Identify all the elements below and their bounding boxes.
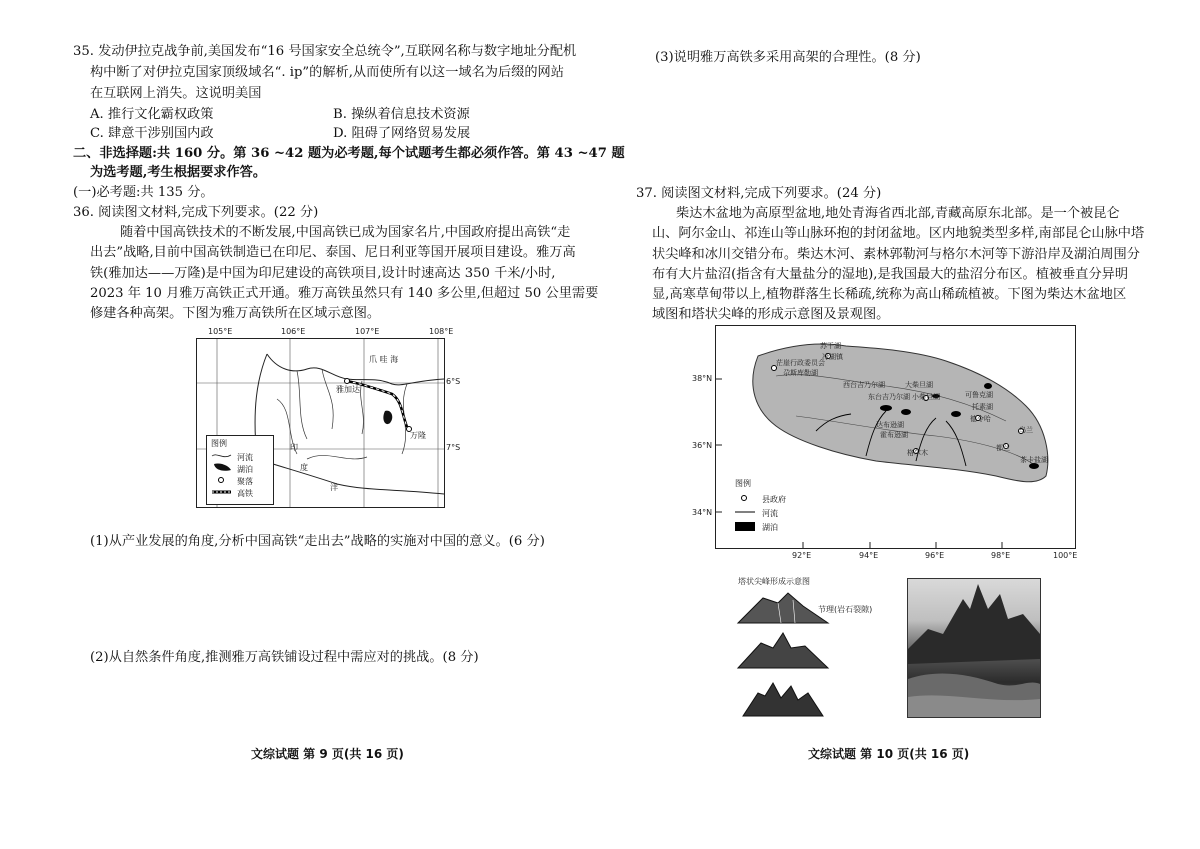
- place-label: 小柴旦湖: [912, 393, 940, 401]
- legend-lake: 湖泊: [237, 465, 253, 474]
- q36-sub2: (2)从自然条件角度,推测雅万高铁铺设过程中需应对的挑战。(8 分): [90, 650, 479, 665]
- q35-option-a[interactable]: A. 推行文化霸权政策: [90, 107, 214, 122]
- section2-line1: 二、非选择题:共 160 分。第 36 ~42 题为必考题,每个试题考生都必须作答。第 43 ~47 题: [73, 146, 625, 161]
- q36-paragraph-line2: 出去”战略,目前中国高铁制造已在印尼、泰国、尼日利亚等国开展项目建设。雅万高: [90, 245, 576, 260]
- legend-river: 河流: [237, 453, 253, 462]
- q37-paragraph-line3: 状尖峰和冰川交错分布。柴达木河、素林郭勒河与格尔木河等下游沿岸及湖泊周围分: [652, 247, 1140, 262]
- legend-rail: 高铁: [237, 489, 253, 498]
- qaidam-legend-title: 图例: [735, 479, 751, 488]
- q36-paragraph-line1: 随着中国高铁技术的不断发展,中国高铁已成为国家名片,中国政府提出高铁“走: [120, 225, 571, 240]
- qaidam-legend-county: 县政府: [762, 495, 786, 504]
- lon-label: 108°E: [429, 327, 454, 336]
- lat-label: 36°N: [692, 441, 713, 450]
- city-bandung: 万隆: [410, 431, 426, 440]
- lat-label: 38°N: [692, 374, 713, 383]
- q35-line1: 35. 发动伊拉克战争前,美国发布“16 号国家安全总统令”,互联网名称与数字地址分配机: [73, 44, 577, 59]
- q36-title: 36. 阅读图文材料,完成下列要求。(22 分): [73, 205, 319, 220]
- ocean-label-3: 洋: [330, 483, 338, 492]
- place-label: 德令哈: [970, 415, 991, 423]
- legend-title: 图例: [211, 439, 227, 448]
- landscape-photo: [907, 578, 1041, 718]
- q35-option-c[interactable]: C. 肆意干涉别国内政: [90, 126, 214, 141]
- place-label: 格尔木: [907, 449, 928, 457]
- place-label: 冷湖镇: [822, 353, 843, 361]
- lon-label: 100°E: [1053, 551, 1078, 560]
- q35-line3: 在互联网上消失。这说明美国: [90, 86, 262, 101]
- lon-label: 94°E: [859, 551, 879, 560]
- joint-label: 节理(岩石裂隙): [818, 605, 873, 614]
- legend-symbols: [211, 452, 233, 502]
- city-jakarta: 雅加达: [336, 385, 360, 394]
- q36-paragraph-line4: 2023 年 10 月雅万高铁正式开通。雅万高铁虽然只有 140 多公里,但超过 50 公里需要: [90, 286, 599, 301]
- place-label: 东台吉乃尔湖: [868, 393, 910, 401]
- diagram-title: 塔状尖峰形成示意图: [738, 577, 810, 586]
- place-label: 苏干湖: [820, 342, 841, 350]
- q36-paragraph-line5: 修建各种高架。下图为雅万高铁所在区域示意图。: [90, 306, 381, 321]
- right-footer: 文综试题 第 10 页(共 16 页): [808, 747, 970, 761]
- place-label: 大柴旦湖: [905, 381, 933, 389]
- ocean-label-2: 度: [300, 463, 308, 472]
- place-label: 霍布逊湖: [880, 431, 908, 439]
- q36-paragraph-line3: 铁(雅加达——万隆)是中国为印尼建设的高铁项目,设计时速高达 350 千米/小时,: [90, 266, 556, 281]
- place-label: 尕斯库勒湖: [783, 369, 818, 377]
- lon-label: 96°E: [925, 551, 945, 560]
- place-label: 乌兰: [1019, 426, 1033, 434]
- lat-label: 34°N: [692, 508, 713, 517]
- lon-label: 92°E: [792, 551, 812, 560]
- lon-label: 105°E: [208, 327, 233, 336]
- lon-label: 98°E: [991, 551, 1011, 560]
- ocean-label-1: 印: [290, 443, 298, 452]
- qaidam-legend-lake: 湖泊: [762, 523, 778, 532]
- qaidam-legend-river: 河流: [762, 509, 778, 518]
- lat-label: 6°S: [446, 377, 461, 386]
- place-label: 西台吉乃尔湖: [843, 381, 885, 389]
- section2-line2: 为选考题,考生根据要求作答。: [90, 165, 267, 180]
- place-label: 可鲁克湖: [965, 391, 993, 399]
- lat-label: 7°S: [446, 443, 461, 452]
- lon-label: 106°E: [281, 327, 306, 336]
- q37-paragraph-line1: 柴达木盆地为高原型盆地,地处青海省西北部,青藏高原东北部。是一个被昆仑: [676, 206, 1120, 221]
- q37-title: 37. 阅读图文材料,完成下列要求。(24 分): [636, 186, 882, 201]
- q37-paragraph-line6: 域图和塔状尖峰的形成示意图及景观图。: [652, 307, 890, 322]
- q36-sub1: (1)从产业发展的角度,分析中国高铁“走出去”战略的实施对中国的意义。(6 分): [90, 534, 545, 549]
- q37-paragraph-line4: 布有大片盐沼(指含有大量盐分的湿地),是我国最大的盐沼分布区。植被垂直分异明: [652, 267, 1129, 282]
- place-label: 托素湖: [972, 403, 993, 411]
- place-label: 茫崖行政委员会: [776, 359, 825, 367]
- section2-line3: (一)必考题:共 135 分。: [73, 185, 214, 200]
- q37-paragraph-line2: 山、阿尔金山、祁连山等山脉环抱的封闭盆地。区内地貌类型多样,南部昆仑山脉中塔: [652, 226, 1145, 241]
- q36-sub3: (3)说明雅万高铁多采用高架的合理性。(8 分): [655, 50, 921, 65]
- place-label: 达布逊湖: [876, 421, 904, 429]
- q37-paragraph-line5: 显,高寒草甸带以上,植物群落生长稀疏,统称为高山稀疏植被。下图为柴达木盆地区: [652, 287, 1127, 302]
- place-label: 都兰: [996, 444, 1010, 452]
- place-label: 茶卡盐湖: [1020, 456, 1048, 464]
- lon-label: 107°E: [355, 327, 380, 336]
- landscape-peaks: [908, 579, 1040, 717]
- legend-settlement: 聚落: [237, 477, 253, 486]
- left-footer: 文综试题 第 9 页(共 16 页): [251, 747, 404, 761]
- qaidam-legend-symbols: [735, 492, 757, 536]
- java-map-legend: [206, 435, 274, 505]
- q35-line2: 构中断了对伊拉克国家顶级域名“. ip”的解析,从而使所有以这一域名为后缀的网站: [90, 65, 564, 80]
- java-sea-label: 爪 哇 海: [369, 355, 399, 364]
- q35-option-b[interactable]: B. 操纵着信息技术资源: [333, 107, 470, 122]
- q35-option-d[interactable]: D. 阻碍了网络贸易发展: [333, 126, 471, 141]
